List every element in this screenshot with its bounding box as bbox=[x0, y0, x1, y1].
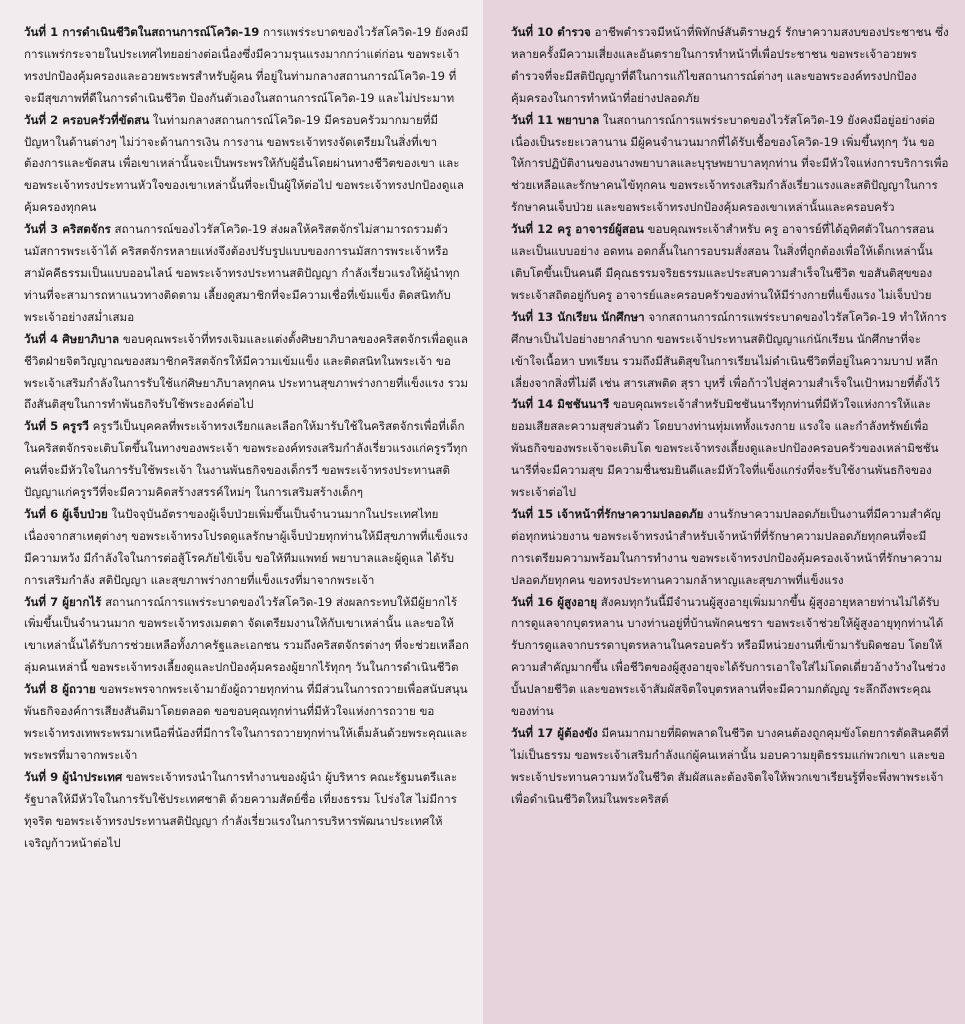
day-heading: วันที่ 13 นักเรียน นักศึกษา bbox=[511, 309, 645, 324]
day-text: ขอพระเจ้าทรงนำในการทำงานของผู้นำ ผู้บริหาร คณะรัฐมนตรีและรัฐบาลให้มีหัวใจในการรับใช้ประเทศชาติ ด้วยความสัตย์ซื่อ เที่ยงธรรม โปร่งใส ไม่มีการทุจริต ขอพระเจ้าทรงประทานสติปัญญา กำลังเรี่ยวแรงในการบริหารพัฒนาประเทศให้เจริญก้าวหน้าต่อไป bbox=[24, 769, 458, 850]
day-heading: วันที่ 1 การดำเนินชีวิตในสถานการณ์โควิด-19 bbox=[24, 25, 260, 39]
prayer-day-13 bbox=[511, 307, 949, 395]
day-text: จากสถานการณ์การแพร่ระบาดของไวรัสโควิด-19 ทำให้การศึกษาเป็นไปอย่างยากลำบาก ขอพระเจ้าประทานสติปัญญาแก่นักเรียน นักศึกษาที่จะเข้าใจเนื้อหา บทเรียน รวมถึงมีสันติสุขในการเรียนไม่ดำเนินชีวิตที่อยู่ในความบาป หลีกเลี่ยงจากสิ่งที่ไม่ดี เช่น สารเสพติด สุรา บุหรี่ เพื่อก้าวไปสู่ความสำเร็จในเป้าหมายที่ตั้งไว้ bbox=[511, 309, 947, 390]
day-heading: วันที่ 17 ผู้ต้องขัง bbox=[511, 726, 598, 740]
prayer-day-14 bbox=[511, 394, 949, 504]
prayer-day-11 bbox=[511, 110, 949, 220]
prayer-day-12 bbox=[511, 219, 949, 307]
day-text: สถานการณ์ของไวรัสโควิด-19 ส่งผลให้คริสตจักรไม่สามารถรวมตัวนมัสการพระเจ้าได้ คริสตจักรหลายแห่งจึงต้องปรับรูปแบบของการนมัสการพระเจ้าหรือสามัคคีธรรมเป็นแบบออนไลน์ ขอพระเจ้าทรงประทานสติปัญญา กำลังเรี่ยวแรงให้ผู้นำทุกท่านที่จะสามารถหาแนวทางติดตาม เลี้ยงดูสมาชิกที่จะมีความเชื่อที่เข้มแข็ง ติดสนิทกับพระเจ้าอย่างสม่ำเสมอ bbox=[24, 222, 460, 324]
prayer-day-3 bbox=[24, 219, 469, 329]
prayer-day-6 bbox=[24, 504, 469, 592]
prayer-day-10 bbox=[511, 22, 949, 110]
right-column bbox=[483, 0, 965, 1024]
day-heading: วันที่ 9 ผู้นำประเทศ bbox=[24, 769, 123, 784]
prayer-day-5 bbox=[24, 416, 469, 504]
day-text: ขอบคุณพระเจ้าที่ทรงเจิมและแต่งตั้งศิษยาภิบาลของคริสตจักรเพื่อดูแลชีวิตฝ่ายจิตวิญญาณของสมาชิกคริสตจักรให้มีความเข้มแข็ง และติดสนิทในพระเจ้า ขอพระเจ้าเสริมกำลังในการรับใช้แก่ศิษยาภิบาลทุกคน ประทานสุขภาพร่างกายที่แข็งแรง รวมถึงสันติสุขในการทำพันธกิจรับใช้พระองค์ต่อไป bbox=[24, 331, 469, 412]
day-text: ครูรวีเป็นบุคคลที่พระเจ้าทรงเรียกและเลือกให้มารับใช้ในคริสตจักรเพื่อที่เด็กในคริสตจักรจะเติบโตขึ้นในทางของพระเจ้า ขอพระองค์ทรงเสริมกำลังเรี่ยวแรงแก่ครูรวีทุกคนที่จะมีหัวใจในการรับใช้พระเจ้า ในงานพันธกิจของเด็กรวี ขอพระเจ้าทรงประทานสติปัญญาแก่ครูรวีที่จะมีความคิดสร้างสรรค์ใหม่ๆ ในการเสริมสร้างเด็กๆ bbox=[24, 419, 468, 500]
day-heading: วันที่ 7 ผู้ยากไร้ bbox=[24, 594, 102, 609]
prayer-day-2 bbox=[24, 110, 469, 220]
day-text: ในปัจจุบันอัตราของผู้เจ็บป่วยเพิ่มขึ้นเป็นจำนวนมากในประเทศไทย เนื่องจากสาเหตุต่างๆ ขอพระเจ้าทรงโปรดดูแลรักษาผู้เจ็บป่วยทุกท่านให้มีสุขภาพที่แข็งแรง มีความหวัง มีกำลังใจในการต่อสู้โรคภัยไข้เจ็บ ขอให้ทีมแพทย์ พยาบาลและผู้ดูแล ได้รับการเสริมกำลัง สติปัญญา และสุขภาพร่างกายที่แข็งแรงที่มาจากพระเจ้า bbox=[24, 506, 468, 587]
day-text: ในสถานการณ์การแพร่ระบาดของไวรัสโควิด-19 ยังคงมีอยู่อย่างต่อเนื่องเป็นระยะเวลานาน มีผู้คนจำนวนมากที่ได้รับเชื้อของโควิด-19 เพิ่มขึ้นทุกๆ วัน ขอให้การปฏิบัติงานของนางพยาบาลและบุรุษพยาบาลทุกท่าน ที่จะมีหัวใจแห่งการบริการเพื่อช่วยเหลือและรักษาคนไข้ทุกคน ขอพระเจ้าทรงเสริมกำลังเรี่ยวแรงและสติปัญญาในการรักษาคนเจ็บป่วย และขอพระเจ้าทรงปกป้องคุ้มครองเขาเหล่านั้นและครอบครัว bbox=[511, 112, 949, 215]
day-text: งานรักษาความปลอดภัยเป็นงานที่มีความสำคัญต่อทุกหน่วยงาน ขอพระเจ้าทรงนำสำหรับเจ้าหน้าที่ที่รักษาความปลอดภัยทุกคนที่จะมีการเตรียมความพร้อมในการทำงาน ขอพระเจ้าทรงปกป้องคุ้มครองเจ้าหน้าที่รักษาความปลอดภัยทุกคน ขอทรงประทานความกล้าหาญและสุขภาพที่แข็งแรง bbox=[511, 506, 943, 587]
day-text: ขอพระพรจากพระเจ้ามายังผู้ถวายทุกท่าน ที่มีส่วนในการถวายเพื่อสนับสนุนพันธกิจองค์การเสียงสันติมาโดยตลอด ขอขอบคุณทุกท่านที่มีหัวใจแห่งการถวาย ขอพระเจ้าทรงเทพระพรมาเหนือพี่น้องที่มีการใจในการถวายทุกท่านให้เต็มล้นด้วยพระคุณและพระพรที่มาจากพระเจ้า bbox=[24, 682, 468, 762]
day-heading: วันที่ 12 ครู อาจารย์ผู้สอน bbox=[511, 222, 644, 237]
day-text: ในท่ามกลางสถานการณ์โควิด-19 มีครอบครัวมากมายที่มีปัญหาในด้านต่างๆ ไม่ว่าจะด้านการเงิน การงาน ขอพระเจ้าทรงจัดเตรียมในสิ่งที่เขาต้องการและขัดสน เพื่อเขาเหล่านั้นจะเป็นพระพรให้กับผู้อื่นโดยผ่านทางชีวิตของเขา และขอพระเจ้าทรงประทานหัวใจของเขาเหล่านั้นที่จะเป็นผู้ให้ต่อไป ขอพระเจ้าทรงปกป้องดูแลคุ้มครองทุกคน bbox=[24, 112, 464, 215]
day-text: มีคนมากมายที่ผิดพลาดในชีวิต บางคนต้องถูกคุมขังโดยการตัดสินคดีที่ไม่เป็นธรรม ขอพระเจ้าเสริมกำลังแก่ผู้คนเหล่านั้น มอบความยุติธรรมแก่พวกเขา และขอพระเจ้าประทานความหวังในชีวิต สัมผัสและต้องจิตใจให้พวกเขาเรียนรู้ที่จะพึ่งพาพระเจ้า เพื่อดำเนินชีวิตใหม่ในพระคริสต์ bbox=[511, 726, 949, 806]
day-text: ขอบคุณพระเจ้าสำหรับมิชชันนารีทุกท่านที่มีหัวใจแห่งการให้และยอมเสียสละความสุขส่วนตัว โดยบางท่านทุ่มเททั้งแรงกาย แรงใจ และกำลังทรัพย์เพื่อพันธกิจของพระเจ้าจะเติบโต ขอพระเจ้าทรงเลี้ยงดูและปกป้องครอบครัวของเหล่ามิชชันนารีที่จะมีความสุข มีความชื่นชมยินดีและมีหัวใจที่แข็งแกร่งที่จะรับใช้งานพันธกิจของพระเจ้าต่อไป bbox=[511, 397, 939, 500]
day-text: การแพร่ระบาดของไวรัสโควิด-19 ยังคงมีการแพร่กระจายในประเทศไทยอย่างต่อเนื่องซึ่งมีความรุนแรงมากกว่าแต่ก่อน ขอพระเจ้าทรงปกป้องคุ้มครองและอวยพระพรสำหรับผู้คน ที่อยู่ในท่ามกลางสถานการณ์โควิด-19 ที่จะมีสุขภาพที่ดีในการดำเนินชีวิต ป้องกันตัวเองในสถานการณ์โควิด-19 และไม่ประมาท bbox=[24, 25, 469, 105]
day-heading: วันที่ 14 มิชชันนารี bbox=[511, 397, 610, 412]
day-heading: วันที่ 4 ศิษยาภิบาล bbox=[24, 331, 120, 346]
day-heading: วันที่ 8 ผู้ถวาย bbox=[24, 682, 96, 697]
prayer-day-16 bbox=[511, 592, 949, 723]
prayer-day-4 bbox=[24, 329, 469, 417]
prayer-day-8 bbox=[24, 679, 469, 767]
day-heading: วันที่ 15 เจ้าหน้าที่รักษาความปลอดภัย bbox=[511, 506, 704, 521]
day-text: สังคมทุกวันนี้มีจำนวนผู้สูงอายุเพิ่มมากขึ้น ผู้สูงอายุหลายท่านไม่ได้รับการดูแลจากบุตรหลาน บางท่านอยู่ที่บ้านพักคนชรา ขอพระเจ้าช่วยให้ผู้สูงอายุทุกท่านได้รับการดูแลจากบรรดาบุตรหลานในครอบครัว หรือมีหน่วยงานที่เข้ามารับผิดชอบ โดยให้ความสำคัญมากขึ้น เพื่อชีวิตของผู้สูงอายุจะได้รับการเอาใจใส่ไม่โดดเดี่ยวอ้างว้างในช่วงบั้นปลายชีวิต และขอพระเจ้าสัมผัสจิตใจบุตรหลานที่จะมีความกตัญญู ระลึกถึงพระคุณของท่าน bbox=[511, 594, 946, 719]
prayer-day-17 bbox=[511, 723, 949, 811]
prayer-day-9 bbox=[24, 767, 469, 855]
prayer-day-15 bbox=[511, 504, 949, 592]
day-heading: วันที่ 10 ตำรวจ bbox=[511, 25, 591, 39]
day-heading: วันที่ 16 ผู้สูงอายุ bbox=[511, 594, 598, 609]
day-heading: วันที่ 3 คริสตจักร bbox=[24, 222, 111, 237]
day-heading: วันที่ 5 ครูรวี bbox=[24, 419, 89, 434]
day-heading: วันที่ 11 พยาบาล bbox=[511, 112, 600, 127]
day-text: อาชีพตำรวจมีหน้าที่พิทักษ์สันติราษฎร์ รักษาความสงบของประชาชน ซึ่งหลายครั้งมีความเสี่ยงและอันตรายในการทำหน้าที่เพื่อประชาชน ขอพระเจ้าอวยพรตำรวจที่จะมีสติปัญญาที่ดีในการแก้ไขสถานการณ์ต่างๆ และขอพระองค์ทรงปกป้องคุ้มครองในการทำหน้าที่อย่างปลอดภัย bbox=[511, 25, 949, 105]
day-heading: วันที่ 6 ผู้เจ็บป่วย bbox=[24, 506, 108, 521]
prayer-day-1 bbox=[24, 22, 469, 110]
day-text: สถานการณ์การแพร่ระบาดของไวรัสโควิด-19 ส่งผลกระทบให้มีผู้ยากไร้เพิ่มขึ้นเป็นจำนวนมาก ขอพระเจ้าทรงเมตตา จัดเตรียมงานให้กับเขาเหล่านั้น และขอให้เขาเหล่านั้นได้รับการช่วยเหลือทั้งภาครัฐและเอกชน รวมถึงคริสตจักรต่างๆ ที่จะช่วยเหลือกลุ่มคนเหล่านี้ ขอพระเจ้าทรงเลี้ยงดูและปกป้องคุ้มครองผู้ยากไร้ทุกๆ วันในการดำเนินชีวิต bbox=[24, 594, 469, 675]
prayer-day-7 bbox=[24, 592, 469, 680]
day-text: ขอบคุณพระเจ้าสำหรับ ครู อาจารย์ที่ได้อุทิศตัวในการสอนและเป็นแบบอย่าง อดทน อดกลั้นในการอบรมสั่งสอน ในสิ่งที่ถูกต้องเพื่อให้เด็กเหล่านั้นเติบโตขึ้นเป็นคนดี มีคุณธรรมจริยธรรมและประสบความสำเร็จในชีวิต ขอสันติสุขของพระเจ้าสถิตอยู่กับครู อาจารย์และครอบครัวของท่านให้มีร่างกายที่แข็งแรง ไม่เจ็บป่วย bbox=[511, 222, 934, 302]
day-heading: วันที่ 2 ครอบครัวที่ขัดสน bbox=[24, 112, 150, 127]
